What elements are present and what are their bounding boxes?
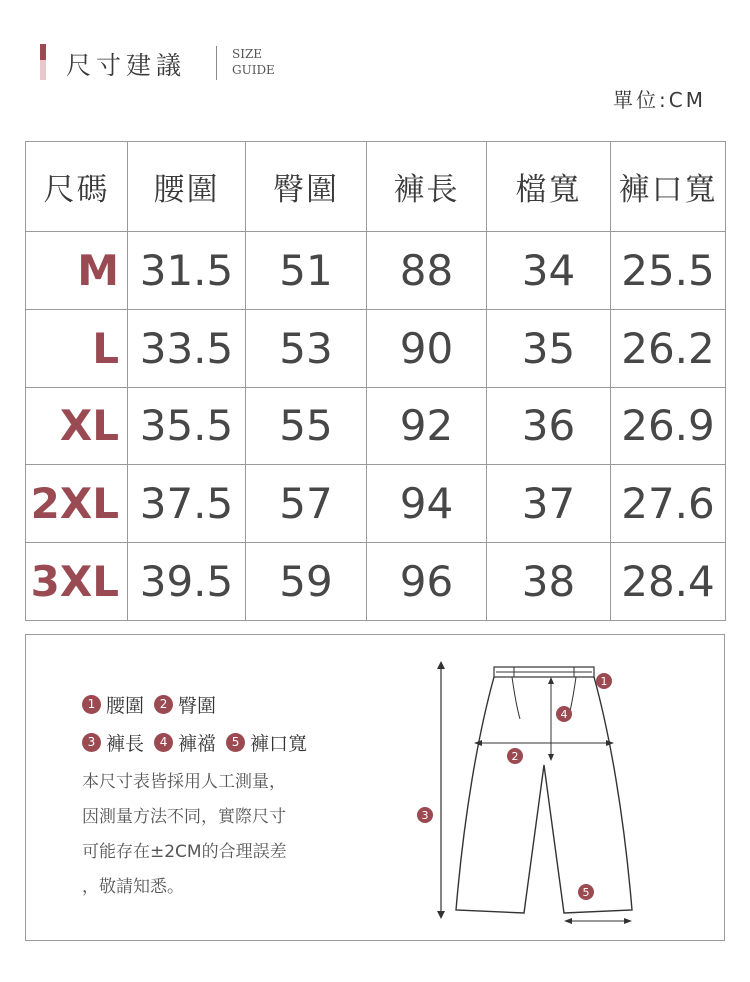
size-cell: 2XL <box>26 465 128 543</box>
table-cell: 37 <box>487 465 611 543</box>
marker-label: 1 <box>600 675 608 688</box>
legend-label: 臀圍 <box>178 694 217 717</box>
col-header-crotch: 檔寬 <box>487 142 611 232</box>
table-cell: 96 <box>367 543 487 621</box>
number-badge-icon: 3 <box>82 733 101 752</box>
marker-label: 4 <box>560 708 568 721</box>
marker-label: 5 <box>582 886 590 899</box>
size-cell: XL <box>26 387 128 465</box>
table-cell: 34 <box>487 232 611 310</box>
col-header-length: 褲長 <box>367 142 487 232</box>
number-badge-icon: 2 <box>154 695 173 714</box>
legend-label: 褲口寬 <box>250 732 308 755</box>
table-cell: 27.6 <box>611 465 726 543</box>
legend-label: 褲襠 <box>178 732 217 755</box>
col-header-size: 尺碼 <box>26 142 128 232</box>
legend-label: 褲長 <box>106 732 145 755</box>
note-line: 本尺寸表皆採用人工測量， <box>82 772 286 792</box>
table-cell: 28.4 <box>611 543 726 621</box>
table-cell: 57 <box>246 465 367 543</box>
table-row <box>26 232 726 310</box>
marker-hip <box>507 748 523 764</box>
marker-hem <box>578 884 594 900</box>
table-cell: 94 <box>367 465 487 543</box>
page-header <box>40 44 340 82</box>
table-cell: 36 <box>487 387 611 465</box>
legend-row <box>82 685 317 723</box>
marker-label: 3 <box>421 809 429 822</box>
table-cell: 35.5 <box>128 387 246 465</box>
legend-item <box>226 729 307 756</box>
col-header-hem: 褲口寬 <box>611 142 726 232</box>
marker-length <box>417 807 433 823</box>
table-cell: 88 <box>367 232 487 310</box>
legend-row <box>82 723 317 761</box>
note-line: 可能存在±2CM的合理誤差 <box>82 842 287 862</box>
legend-item <box>154 691 216 718</box>
table-cell: 33.5 <box>128 309 246 387</box>
table-cell: 26.2 <box>611 309 726 387</box>
col-header-hip: 臀圍 <box>246 142 367 232</box>
section-title: 尺寸建議 <box>66 51 187 80</box>
measurement-legend <box>82 685 317 761</box>
table-cell: 31.5 <box>128 232 246 310</box>
legend-label: 腰圍 <box>106 694 145 717</box>
table-header-row <box>26 142 726 232</box>
marker-crotch <box>556 706 572 722</box>
table-row <box>26 387 726 465</box>
marker-waist <box>596 673 612 689</box>
table-cell: 59 <box>246 543 367 621</box>
accent-bar <box>40 44 46 60</box>
size-cell: L <box>26 309 128 387</box>
number-badge-icon: 1 <box>82 695 101 714</box>
table-cell: 37.5 <box>128 465 246 543</box>
table-row <box>26 465 726 543</box>
guide-line-2: GUIDE <box>232 63 275 77</box>
guide-line-1: SIZE <box>232 47 263 61</box>
table-cell: 53 <box>246 309 367 387</box>
col-header-waist: 腰圍 <box>128 142 246 232</box>
table-row <box>26 309 726 387</box>
legend-item <box>82 691 144 718</box>
measurement-note <box>82 765 287 905</box>
size-cell: M <box>26 232 128 310</box>
size-table <box>25 141 726 621</box>
size-guide-label <box>232 46 275 78</box>
size-cell: 3XL <box>26 543 128 621</box>
title-divider <box>216 46 217 80</box>
table-cell: 90 <box>367 309 487 387</box>
note-line: ，敬請知悉。 <box>82 877 184 897</box>
table-cell: 39.5 <box>128 543 246 621</box>
number-badge-icon: 4 <box>154 733 173 752</box>
legend-item <box>154 729 216 756</box>
table-cell: 51 <box>246 232 367 310</box>
unit-label: 單位:CM <box>613 88 706 112</box>
table-cell: 35 <box>487 309 611 387</box>
marker-label: 2 <box>511 750 519 763</box>
note-line: 因測量方法不同，實際尺寸 <box>82 807 286 827</box>
table-cell: 55 <box>246 387 367 465</box>
table-cell: 92 <box>367 387 487 465</box>
table-cell: 38 <box>487 543 611 621</box>
table-row <box>26 543 726 621</box>
number-badge-icon: 5 <box>226 733 245 752</box>
measurement-info-box <box>25 634 725 941</box>
table-cell: 26.9 <box>611 387 726 465</box>
pants-outline-icon <box>416 655 656 935</box>
legend-item <box>82 729 144 756</box>
accent-bar-light <box>40 60 46 80</box>
table-cell: 25.5 <box>611 232 726 310</box>
